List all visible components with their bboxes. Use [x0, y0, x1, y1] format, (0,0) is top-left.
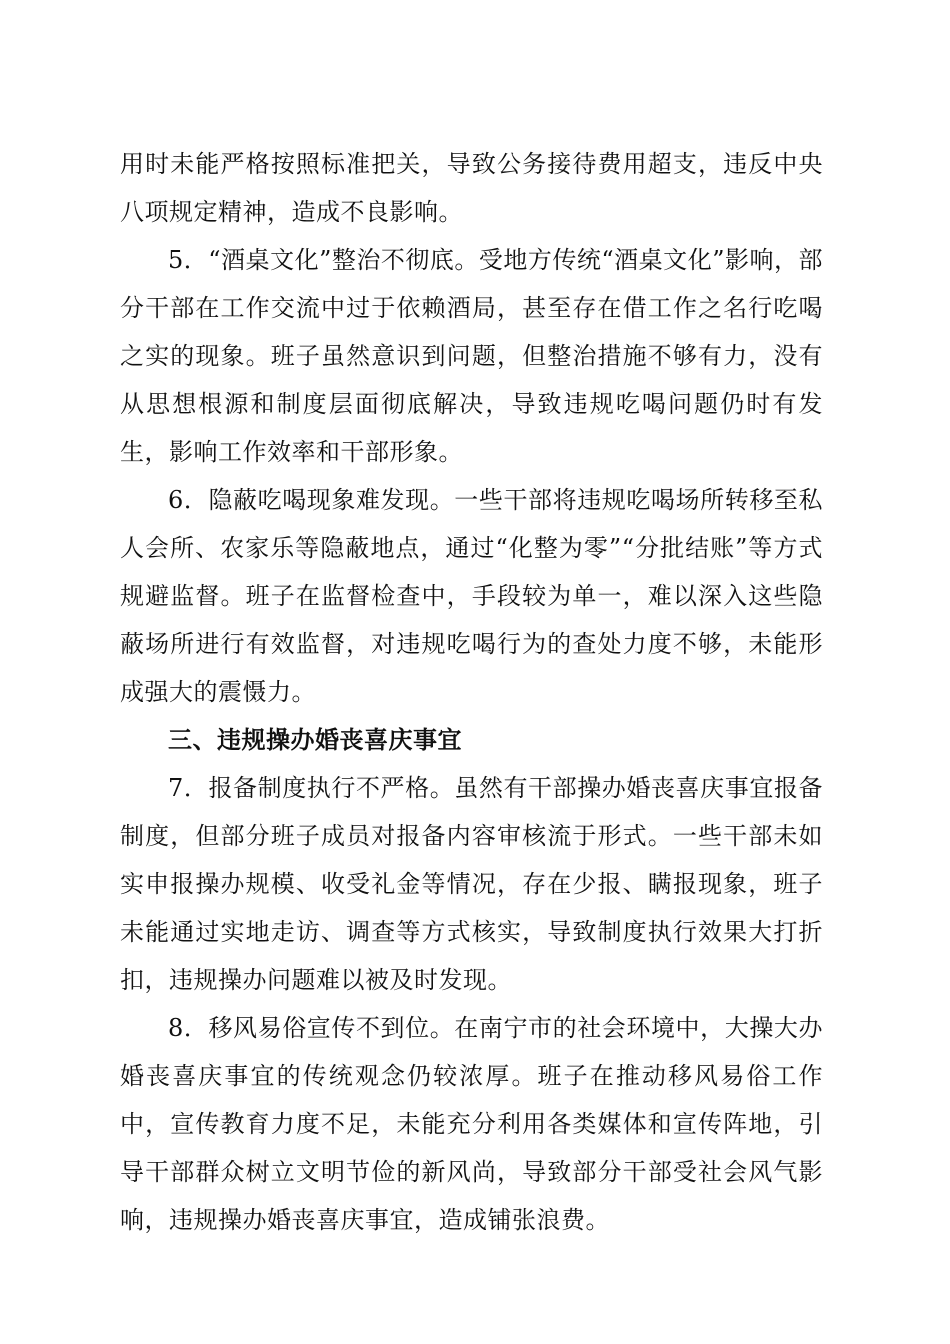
document-body	[120, 140, 823, 1244]
paragraph-item-6: 6．隐蔽吃喝现象难发现。一些干部将违规吃喝场所转移至私人会所、农家乐等隐蔽地点，通过“化整为零”“分批结账”等方式规避监督。班子在监督检查中，手段较为单一，难以深入这些隐蔽场所进行有效监督，对违规吃喝行为的查处力度不够，未能形成强大的震慑力。	[120, 486, 823, 706]
section-heading-3: 三、违规操办婚丧喜庆事宜	[168, 726, 462, 754]
paragraph-item-5: 5．“酒桌文化”整治不彻底。受地方传统“酒桌文化”影响，部分干部在工作交流中过于依赖酒局，甚至存在借工作之名行吃喝之实的现象。班子虽然意识到问题，但整治措施不够有力，没有从思想根源和制度层面彻底解决，导致违规吃喝问题仍时有发生，影响工作效率和干部形象。	[120, 246, 823, 466]
paragraph-item-8: 8．移风易俗宣传不到位。在南宁市的社会环境中，大操大办婚丧喜庆事宜的传统观念仍较浓厚。班子在推动移风易俗工作中，宣传教育力度不足，未能充分利用各类媒体和宣传阵地，引导干部群众树立文明节俭的新风尚，导致部分干部受社会风气影响，违规操办婚丧喜庆事宜，造成铺张浪费。	[120, 1014, 823, 1234]
paragraph-continuation: 用时未能严格按照标准把关，导致公务接待费用超支，违反中央八项规定精神，造成不良影响。	[120, 150, 823, 226]
paragraph-item-7: 7．报备制度执行不严格。虽然有干部操办婚丧喜庆事宜报备制度，但部分班子成员对报备内容审核流于形式。一些干部未如实申报操办规模、收受礼金等情况，存在少报、瞒报现象，班子未能通过实地走访、调查等方式核实，导致制度执行效果大打折扣，违规操办问题难以被及时发现。	[120, 774, 823, 994]
